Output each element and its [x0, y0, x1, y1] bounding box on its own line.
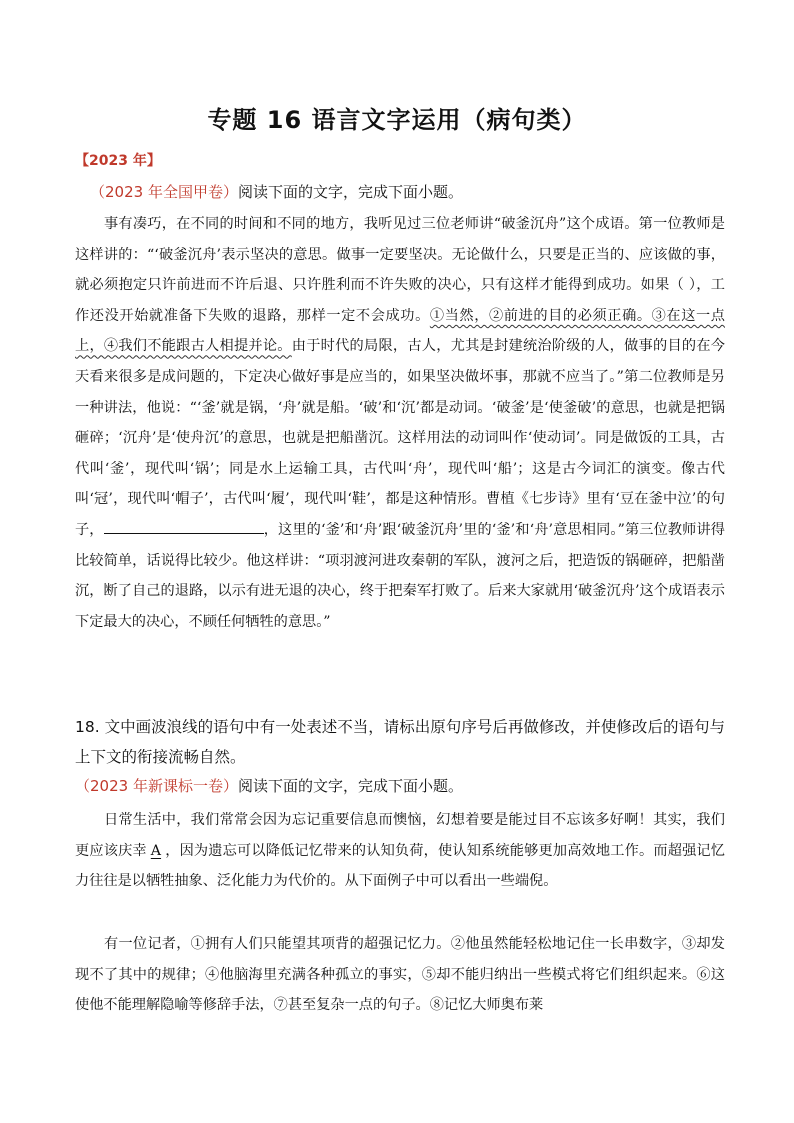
p1-text-a: 日常生活中，我们常常会因为忘记重要信息而懊恼，幻想着要是能过目不忘该多好啊！其实，我们更应该庆幸	[75, 812, 725, 859]
section1-heading	[90, 181, 463, 202]
question-18: 18. 文中画波浪线的语句中有一处表述不当，请标出原句序号后再做修改，并使修改后的语句与上下文的衔接流畅自然。	[75, 718, 725, 766]
passage-text-a: 事有凑巧，在不同的时间和不同的地方，我听见过三位老师讲“破釜沉舟”这个成语。第一位教师是这样讲的：“‘破釜沉舟’表示坚决的意思。做事一定要坚决。无论做什么，只要是正当的、应该做的事，就必须抱定只许前进而不许后退、只许胜利而不许失败的决心，只有这样才能得到成功。如果（ ），工作还没开始就准备下失败的退路，那样一定不会成功。	[75, 216, 725, 324]
blank-mark-a: A	[150, 842, 162, 859]
section2-source: （2023 年新课标一卷）	[75, 777, 238, 795]
page-title: 专题 16 语言文字运用（病句类）	[207, 106, 587, 134]
section2-paragraph-1	[75, 805, 725, 897]
section2-paragraph-2: 有一位记者，①拥有人们只能望其项背的超强记忆力。②他虽然能轻松地记住一长串数字，③却发现不了其中的规律；④他脑海里充满各种孤立的事实，⑤却不能归纳出一些模式将它们组织起来。⑥这使他不能理解隐喻等修辞手法，⑦甚至复杂一点的句子。⑧记忆大师奥布莱	[75, 936, 725, 1014]
passage-text-c: ，这里的‘釜’和‘舟’跟‘破釜沉舟’里的‘釜’和‘舟’意思相同。”第三位教师讲得比较简单，话说得比较少。他这样讲：“项羽渡河进攻秦朝的军队，渡河之后，把造饭的锅砸碎，把船凿沉，断了自己的退路，以示有进无退的决心，终于把秦军打败了。后来大家就用‘破釜沉舟’这个成语表示下定最大的决心，不顾任何牺牲的意思。”	[75, 521, 725, 630]
year-label: 【2023 年】	[75, 153, 161, 169]
passage-text-b: 由于时代的局限，古人，尤其是封建统治阶级的人，做事的目的在今天看来很多是成问题的，下定决心做好事是应当的，如果坚决做坏事，那就不应当了。”第二位教师是另一种讲法，他说：“‘釜’就是锅，‘舟’就是船。‘破’和‘沉’都是动词。‘破釜’是‘使釜破’的意思，也就是把锅砸碎；‘沉舟’是‘使舟沉’的意思，也就是把船凿沉。这样用法的动词叫作‘使动词’。同是做饭的工具，古代叫‘釜’，现代叫‘锅’；同是水上运输工具，古代叫‘舟’，现代叫‘船’；这是古今词汇的演变。像古代叫‘冠’，现代叫‘帽子’，古代叫‘履’，现代叫‘鞋’，都是这种情形。曹植《七步诗》里有‘豆在釜中泣’的句子，	[75, 338, 725, 538]
section2-instruction: 阅读下面的文字，完成下面小题。	[237, 777, 463, 795]
section1-passage	[75, 209, 725, 637]
section1-source: （2023 年全国甲卷）	[90, 183, 238, 201]
fill-in-blank[interactable]	[104, 519, 264, 534]
p1-text-b: ，因为遗忘可以降低记忆带来的认知负荷，使认知系统能够更加高效地工作。而超强记忆力往往是以牺牲抽象、泛化能力为代价的。从下面例子中可以看出一些端倪。	[75, 842, 725, 890]
section2-heading	[75, 775, 463, 796]
wavy-underlined-sentence: ①当然，②前进的目的必须正确。③在这一点上，④我们不能跟古人相提并论。	[75, 307, 725, 355]
section1-instruction: 阅读下面的文字，完成下面小题。	[237, 183, 463, 201]
